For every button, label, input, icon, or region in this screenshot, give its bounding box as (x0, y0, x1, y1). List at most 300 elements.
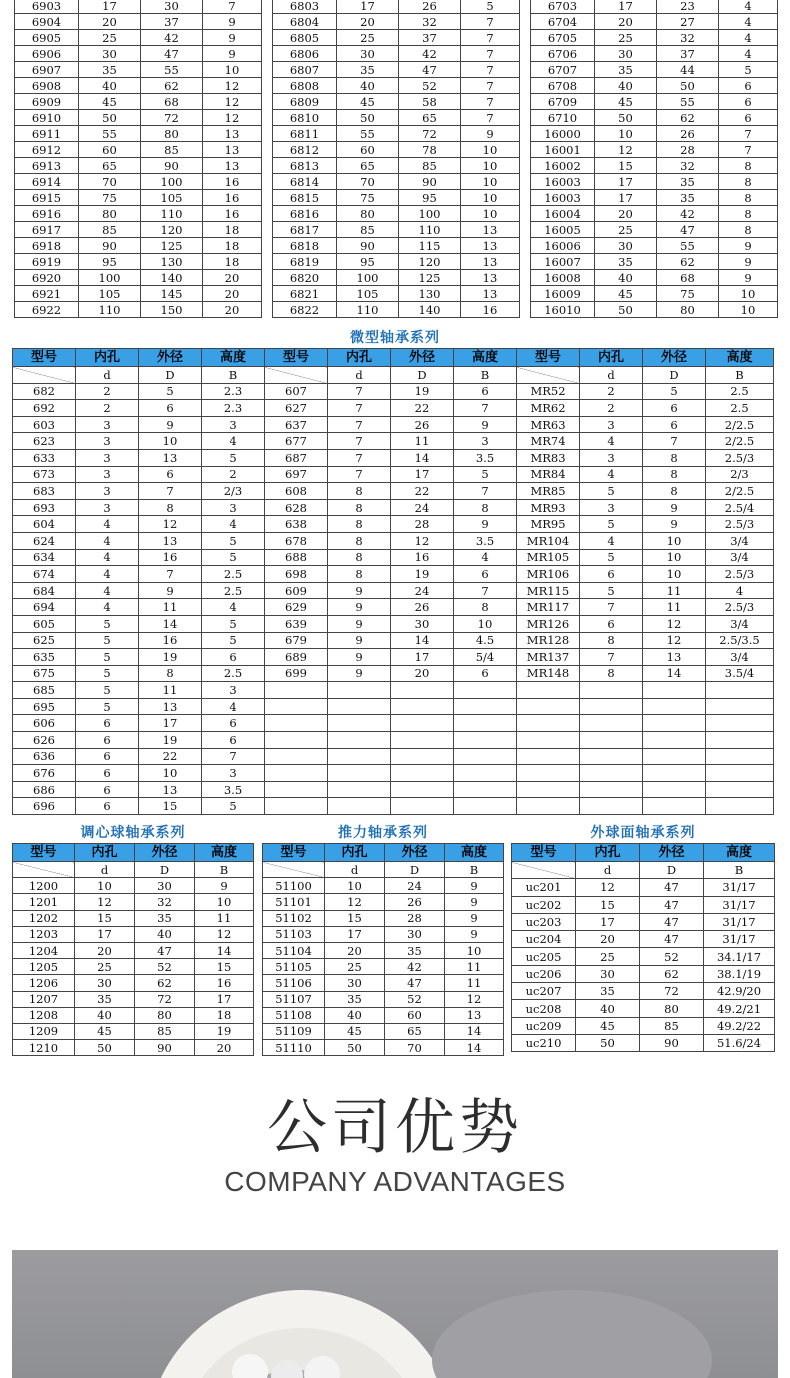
table-cell: 1203 (13, 926, 75, 942)
table-cell: 3/4 (706, 532, 774, 549)
table-cell: 19 (139, 732, 202, 749)
table-cell: 3 (76, 499, 139, 516)
table-cell: 85 (640, 1017, 704, 1034)
table-cell: 9 (719, 254, 778, 270)
table-cell: 6703 (531, 0, 595, 14)
column-header-height: 高度 (706, 349, 774, 367)
table-cell: 607 (265, 383, 328, 400)
table-cell: 4 (454, 549, 517, 566)
table-cell: 85 (141, 142, 203, 158)
table-row (273, 0, 520, 14)
table-cell: 80 (135, 1007, 195, 1023)
table-cell: 6 (719, 110, 778, 126)
table-cell: 38.1/19 (704, 965, 775, 982)
table-cell: 5/4 (454, 649, 517, 666)
table-cell: MR117 (517, 599, 580, 616)
table-cell: 95 (337, 254, 399, 270)
table-cell: 110 (399, 222, 461, 238)
table-cell (643, 732, 706, 749)
table-cell: 15 (195, 959, 254, 975)
table-cell (643, 698, 706, 715)
table-row (531, 30, 778, 46)
table-cell: 695 (13, 698, 76, 715)
header-row (512, 844, 775, 862)
table-cell: 50 (595, 302, 657, 318)
table-cell (265, 798, 328, 815)
table-cell (265, 732, 328, 749)
table-cell: 6805 (273, 30, 337, 46)
table-cell: 12 (445, 991, 504, 1007)
table-cell: MR62 (517, 400, 580, 417)
table-cell: 16003 (531, 190, 595, 206)
table-cell: 130 (399, 286, 461, 302)
table-row (273, 206, 520, 222)
table-cell: 2.5/3 (706, 566, 774, 583)
table-cell: 4 (202, 516, 265, 533)
table-cell: 37 (141, 14, 203, 30)
table-cell: 9 (643, 516, 706, 533)
table-cell: 100 (79, 270, 141, 286)
table-row (512, 896, 775, 913)
table-cell: 42.9/20 (704, 983, 775, 1000)
table-cell: 6815 (273, 190, 337, 206)
table-cell: 30 (391, 615, 454, 632)
table-cell: 47 (640, 931, 704, 948)
unit-B: B (202, 367, 265, 384)
table-row (15, 126, 262, 142)
table-cell: 35 (595, 62, 657, 78)
table-row (13, 566, 774, 583)
table-cell: 6909 (15, 94, 79, 110)
table-cell: 85 (337, 222, 399, 238)
table-cell: 686 (13, 781, 76, 798)
table-cell: 6705 (531, 30, 595, 46)
table-cell: 65 (399, 110, 461, 126)
table-cell: 8 (454, 599, 517, 616)
table-cell: 52 (135, 959, 195, 975)
table-cell: 2.5 (202, 566, 265, 583)
table-cell: 6 (139, 400, 202, 417)
table-cell: 6704 (531, 14, 595, 30)
unit-D: D (391, 367, 454, 384)
table-cell: 5 (76, 649, 139, 666)
table-row (13, 483, 774, 500)
table-cell: 17 (595, 174, 657, 190)
table-cell: 47 (640, 913, 704, 930)
table-cell: 7 (719, 126, 778, 142)
table-cell: 75 (657, 286, 719, 302)
table-cell: 35 (595, 254, 657, 270)
table-row (273, 14, 520, 30)
table-cell: 11 (445, 959, 504, 975)
table-cell: 28 (391, 516, 454, 533)
table-cell: 35 (576, 983, 640, 1000)
table-cell: 45 (325, 1023, 385, 1039)
column-header-outer: 外径 (640, 844, 704, 862)
table-cell: 12 (203, 78, 262, 94)
table-cell (580, 781, 643, 798)
table-row (273, 110, 520, 126)
table-cell: 60 (385, 1007, 445, 1023)
table-row (15, 0, 262, 14)
table-row (512, 931, 775, 948)
table-cell: 6 (454, 665, 517, 682)
table-cell: 629 (265, 599, 328, 616)
table-cell: 125 (141, 238, 203, 254)
table-cell: 5 (76, 665, 139, 682)
table-cell (328, 798, 391, 815)
table-cell (454, 732, 517, 749)
table-cell: 20 (391, 665, 454, 682)
table-row (13, 698, 774, 715)
table-cell: MR106 (517, 566, 580, 583)
table-cell: 9 (139, 416, 202, 433)
table-cell: 3 (76, 433, 139, 450)
table-cell: 68 (657, 270, 719, 286)
table-cell: 6 (580, 566, 643, 583)
table-row (531, 222, 778, 238)
table-cell: 5 (580, 516, 643, 533)
table-cell: 16 (203, 190, 262, 206)
table-cell: 9 (643, 499, 706, 516)
table-cell: 55 (657, 238, 719, 254)
table-cell: 2.5 (202, 665, 265, 682)
table-cell: 10 (595, 126, 657, 142)
table-cell: 16006 (531, 238, 595, 254)
table-cell: 51106 (263, 975, 325, 991)
table-cell: 62 (640, 965, 704, 982)
table-cell: 7 (202, 748, 265, 765)
table-cell (391, 798, 454, 815)
table-cell (517, 748, 580, 765)
table-cell: 13 (643, 649, 706, 666)
table-cell: 3 (76, 416, 139, 433)
table-cell: 11 (643, 599, 706, 616)
table-cell: 4 (202, 698, 265, 715)
table-cell: 49.2/21 (704, 1000, 775, 1017)
table-cell: 10 (454, 615, 517, 632)
unit-row (13, 862, 254, 878)
table-cell: 50 (595, 110, 657, 126)
table-cell: 50 (75, 1040, 135, 1056)
table-cell (265, 748, 328, 765)
table-cell: 16001 (531, 142, 595, 158)
table-cell: 105 (337, 286, 399, 302)
table-cell: 6708 (531, 78, 595, 94)
table-cell: 45 (337, 94, 399, 110)
table-cell: 17 (195, 991, 254, 1007)
table-cell (391, 765, 454, 782)
table-cell: 16 (195, 975, 254, 991)
table-cell: 3 (76, 483, 139, 500)
table-cell: 7 (454, 400, 517, 417)
table-cell: 8 (328, 516, 391, 533)
table-cell: 51110 (263, 1040, 325, 1056)
table-cell: 7 (328, 466, 391, 483)
table-row (273, 254, 520, 270)
table-cell: 6916 (15, 206, 79, 222)
table-cell: uc206 (512, 965, 576, 982)
column-header-bore: 内孔 (328, 349, 391, 367)
table-cell: 140 (399, 302, 461, 318)
table-cell: 32 (657, 30, 719, 46)
table-cell: 55 (79, 126, 141, 142)
table-cell: 638 (265, 516, 328, 533)
table-cell: 6 (454, 383, 517, 400)
table-cell: 19 (391, 383, 454, 400)
table-cell: 2 (76, 400, 139, 417)
table-cell: 51103 (263, 926, 325, 942)
table-cell: 15 (139, 798, 202, 815)
table-cell: 4 (76, 599, 139, 616)
table-cell: 6 (76, 715, 139, 732)
table-cell: 16005 (531, 222, 595, 238)
table-cell (454, 698, 517, 715)
table-row (13, 383, 774, 400)
table-row (15, 302, 262, 318)
column-header-height: 高度 (704, 844, 775, 862)
table-cell: 65 (337, 158, 399, 174)
table-cell (580, 698, 643, 715)
table-cell: 35 (325, 991, 385, 1007)
table-row (531, 190, 778, 206)
table-cell: 22 (139, 748, 202, 765)
table-cell: 7 (461, 30, 520, 46)
table-cell: 2.5 (706, 383, 774, 400)
table-row (531, 174, 778, 190)
table-cell: 28 (385, 910, 445, 926)
table-cell: 4 (706, 582, 774, 599)
table-cell: 6706 (531, 46, 595, 62)
table-cell: 18 (195, 1007, 254, 1023)
self-aligning-series-title: 调心球轴承系列 (80, 825, 186, 841)
table-cell: 6 (202, 732, 265, 749)
table-cell: 14 (391, 632, 454, 649)
table-cell: 6820 (273, 270, 337, 286)
table-cell: 16008 (531, 270, 595, 286)
table-cell: 40 (337, 78, 399, 94)
diagonal-cell (13, 862, 75, 878)
table-row (13, 582, 774, 599)
table-cell: 9 (454, 416, 517, 433)
table-cell: 635 (13, 649, 76, 666)
table-cell: 16004 (531, 206, 595, 222)
diagonal-cell (265, 367, 328, 384)
table-cell: 10 (75, 878, 135, 894)
table-cell: 35 (75, 991, 135, 1007)
table-cell: 17 (79, 0, 141, 14)
table-cell: 3 (76, 466, 139, 483)
table-cell: 13 (203, 126, 262, 142)
table-cell: 7 (328, 383, 391, 400)
table-row (273, 222, 520, 238)
table-cell: 3 (202, 765, 265, 782)
unit-D: D (385, 862, 445, 878)
company-advantages-subheading: COMPANY ADVANTAGES (224, 1166, 566, 1197)
unit-B: B (704, 862, 775, 879)
table-row (273, 94, 520, 110)
table-cell: 16007 (531, 254, 595, 270)
table-cell (454, 765, 517, 782)
table-cell (391, 748, 454, 765)
table-row (512, 1034, 775, 1051)
table-cell: 110 (337, 302, 399, 318)
table-cell: 9 (719, 238, 778, 254)
table-cell: 5 (454, 466, 517, 483)
table-cell: 10 (643, 566, 706, 583)
table-row (512, 913, 775, 930)
table-cell: 5 (580, 483, 643, 500)
table-cell: 5 (461, 0, 520, 14)
table-cell: 14 (139, 615, 202, 632)
table-cell: 7 (643, 433, 706, 450)
table-cell: 6 (76, 765, 139, 782)
table-cell: 605 (13, 615, 76, 632)
table-row (13, 748, 774, 765)
table-cell (643, 765, 706, 782)
table-row (273, 62, 520, 78)
table-cell: 6813 (273, 158, 337, 174)
table-cell: 2 (76, 383, 139, 400)
table-row (15, 158, 262, 174)
table-cell: 9 (719, 270, 778, 286)
table-cell (643, 781, 706, 798)
table-row (13, 878, 254, 894)
table-cell: 5 (202, 615, 265, 632)
table-cell: 7 (461, 46, 520, 62)
table-cell: 7 (461, 78, 520, 94)
table-cell: 2/2.5 (706, 433, 774, 450)
table-cell: 8 (719, 222, 778, 238)
table-cell: 5 (643, 383, 706, 400)
table-cell: MR84 (517, 466, 580, 483)
table-cell: 85 (79, 222, 141, 238)
table-row (531, 302, 778, 318)
table-cell: 7 (139, 483, 202, 500)
table-cell: 7 (454, 483, 517, 500)
table-cell: 52 (399, 78, 461, 94)
table-cell: 4 (719, 46, 778, 62)
table-cell: 636 (13, 748, 76, 765)
table-cell: 8 (580, 632, 643, 649)
table-cell: 8 (719, 206, 778, 222)
table-row (273, 238, 520, 254)
table-cell: 10 (719, 286, 778, 302)
table-cell: 11 (139, 682, 202, 699)
table-cell: 26 (385, 894, 445, 910)
table-cell: 15 (75, 910, 135, 926)
table-cell: 6907 (15, 62, 79, 78)
table-row (263, 975, 504, 991)
table-cell: 6 (454, 566, 517, 583)
table-cell: 30 (576, 965, 640, 982)
table-cell: 6822 (273, 302, 337, 318)
table-cell (454, 781, 517, 798)
table-row (531, 78, 778, 94)
table-cell: 7 (328, 416, 391, 433)
table-row (531, 158, 778, 174)
table-row (273, 46, 520, 62)
table-cell: MR137 (517, 649, 580, 666)
table-cell: 8 (328, 499, 391, 516)
table-cell: 6821 (273, 286, 337, 302)
table-cell: 1201 (13, 894, 75, 910)
table-cell (706, 748, 774, 765)
table-cell: 19 (139, 649, 202, 666)
table-cell: 8 (328, 549, 391, 566)
table-cell: 16000 (531, 126, 595, 142)
table-cell: 3 (580, 499, 643, 516)
table-cell: 1207 (13, 991, 75, 1007)
table-row (13, 400, 774, 417)
table-cell: 6910 (15, 110, 79, 126)
table-cell: 10 (445, 942, 504, 958)
table-cell: 78 (399, 142, 461, 158)
unit-D: D (139, 367, 202, 384)
table-row (531, 238, 778, 254)
table-cell (328, 732, 391, 749)
table-cell: 4 (76, 516, 139, 533)
table-cell (454, 748, 517, 765)
table-cell: 15 (595, 158, 657, 174)
table-cell: 5 (76, 615, 139, 632)
table-cell: 40 (79, 78, 141, 94)
table-cell: 20 (576, 931, 640, 948)
table-cell: 6814 (273, 174, 337, 190)
table-cell (706, 732, 774, 749)
table-cell: 684 (13, 582, 76, 599)
table-cell: 624 (13, 532, 76, 549)
table-cell: 80 (141, 126, 203, 142)
table-cell: 85 (399, 158, 461, 174)
table-cell: 634 (13, 549, 76, 566)
table-cell: 30 (141, 0, 203, 14)
table-cell: 37 (399, 30, 461, 46)
table-row (13, 1023, 254, 1039)
table-row (263, 1040, 504, 1056)
table-cell: 623 (13, 433, 76, 450)
column-header-height: 高度 (195, 844, 254, 862)
unit-D: D (643, 367, 706, 384)
deep-groove-table-67-160 (530, 0, 778, 318)
table-cell: 25 (576, 948, 640, 965)
ceramic-bearing-photo (12, 1250, 778, 1378)
table-cell: 30 (595, 46, 657, 62)
table-cell: 20 (325, 942, 385, 958)
table-cell (517, 765, 580, 782)
table-cell (580, 732, 643, 749)
table-cell: 4 (719, 30, 778, 46)
table-cell: 6 (76, 732, 139, 749)
table-cell: 1200 (13, 878, 75, 894)
table-row (15, 46, 262, 62)
table-cell: 2.5/3 (706, 599, 774, 616)
table-cell: 6921 (15, 286, 79, 302)
table-cell: 628 (265, 499, 328, 516)
table-cell: MR63 (517, 416, 580, 433)
table-cell: 3.5 (454, 532, 517, 549)
table-cell: 1209 (13, 1023, 75, 1039)
table-cell: 9 (328, 582, 391, 599)
table-cell: 5 (202, 532, 265, 549)
table-cell: 31/17 (704, 879, 775, 896)
table-row (531, 126, 778, 142)
table-cell (706, 682, 774, 699)
column-header-bore: 内孔 (576, 844, 640, 862)
table-cell: 11 (643, 582, 706, 599)
table-cell: 2/2.5 (706, 416, 774, 433)
table-row (263, 1023, 504, 1039)
